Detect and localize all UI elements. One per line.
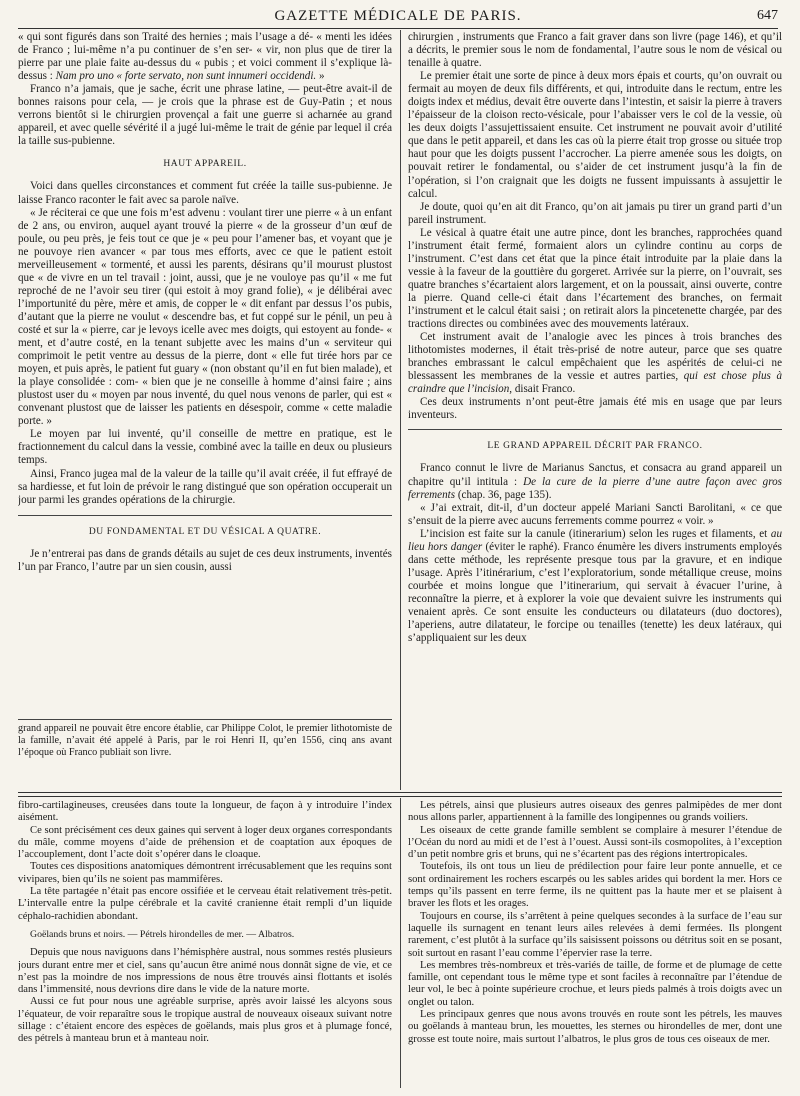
paragraph: chirurgien , instruments que Franco a fait graver dans son livre (page 146), et qu’il a décrits, le premier sous le nom de fondamental, l’autre sous le nom de vésical ou tenaille à quatre. [408, 31, 782, 70]
paragraph: Toujours en course, ils s’arrêtent à peine quelques secondes à la surface de l’eau sur laquelle ils surnagent en tenant leurs ailes relevées à demi fermées. Ils plongent rarement, c’est plutôt à la surface qu’ils saisissent poissons ou détritus soit en se posant, soit surtout en rasant l’eau comme l’épervier rase la terre. [408, 910, 782, 959]
paragraph: Toutefois, ils ont tous un lieu de prédilection pour faire leur ponte annuelle, et ce sont ordinairement les rochers escarpés ou les sables arides qui bordent la mer. Hors ce temps qu’ils passent en terre ferme, ils ne quittent pas la haute mer et se plaisent à braver les flots et les orages. [408, 861, 782, 910]
paragraph: Franco connut le livre de Marianus Sanctus, et consacra au grand appareil un chapitre qu’il intitula : De la cure de la pierre d’une autre façon avec gros ferrements (chap. 36, page 135). [408, 462, 782, 501]
paragraph: Les pétrels, ainsi que plusieurs autres oiseaux des genres palmipèdes de mer dont nous allons parler, appartiennent à la famille des longipennes ou grands voiliers. [408, 800, 782, 824]
paragraph: Franco n’a jamais, que je sache, écrit une phrase latine, — peut-être avait-il de bonnes raisons pour cela, — je crois que la phrase est de Guy-Patin ; et nous verrons bientôt si le chirurgien provençal a fait une guerre si acharnée au grand appareil, et avec quelle sévérité il a jugé lui-même le trait de génie par lequel il créa la taille sus-pubienne. [18, 83, 392, 148]
quote: « Je réciterai ce que une fois m’est advenu : voulant tirer une pierre « à un enfant de 2 ans, ou environ, auquel ayant trouvé la pierre « de la grosseur d’un œuf de poule, ou peu près, je feis tout ce que je « peu pour l’amener bas, et voyant que je ne pouvoye rien avancer « par tous mes efforts, avec ce que le patient estoit merveilleusement « tormenté, et aussi les parents, désirans qu’il mourust plustost que « de vivre en un tel travail : joint, aussi, que je ne vouloye pas qu’il « me fut reproché de ne l’avoir seu tirer (qui estoit à moy grand folie), « je délibérai avec l’importunité du père, mère et amis, de copper le « dit enfant par dessus l’os pubis, d’autant que la pierre ne voulut « descendre bas, et fut coppé sur le pénil, un peu à costé et sur la « pierre, car je levoys icelle avec mes doigts, qui estoyent au fonde- « ment, et d’autre costé, en la tenant subjette avec les mains d’un « serviteur qui comprimoit le petit ventre au dessus de la pierre, dont « elle fut tirée hors par ce moyen, et puis après, le patient fut guary « (non obstant qu’il en fut bien malade), et la playe consolidée : com- « bien que je ne conseille à homme d’ainsi faire ; ains plustost user du « moyen par nous inventé, du quel nous venons de parler, qui est « convenant plustost que de laisser les patients en désespoir, comme « cette maladie porte. » [18, 206, 392, 428]
divider [408, 429, 782, 430]
quote: « J’ai extrait, dit-il, d’un docteur appelé Mariani Sancti Barolitani, « ce que s’ensuit de la pierre avec aucuns ferrements comme pourrez « voir. » [408, 501, 782, 527]
paragraph: Cet instrument avait de l’analogie avec les pinces à trois branches des lithotomistes modernes, il était très-prisé de notre auteur, parce que ses quatre branches embrassant le calcul empêchaient que les aspérités de celui-ci ne blessassent les membranes de la vessie et autres parties, qui est chose plus à craindre que l’incision, disait Franco. [408, 331, 782, 396]
footnote-text: grand appareil ne pouvait être encore établie, car Philippe Colot, le premier lithotomiste de la famille, n’avait été appelé à Paris, par le roi Henri II, qu’en 1556, cinq ans avant l’époque où Franco publiait son livre. [18, 723, 392, 759]
paragraph: Je n’entrerai pas dans de grands détails au sujet de ces deux instruments, inventés l’un par Franco, l’autre par un sien cousin, aussi [18, 547, 392, 573]
paragraph: Les principaux genres que nous avons trouvés en route sont les pétrels, les mauves ou goëlands à manteau brun, les mouettes, les sternes ou hirondelles de mer, dont une grosse est toute noire, mais surtout l’albatros, le plus gros de tous ces oiseaux de mer. [408, 1009, 782, 1045]
section-heading-fondamental: DU FONDAMENTAL ET DU VÉSICAL A QUATRE. [88, 526, 322, 537]
paragraph: Les membres très-nombreux et très-variés de taille, de forme et de plumage de cette famille, ont cependant tous le même type et sont faciles à reconnaître par l’étendue de leur vol, le bec à pointe supérieure crochue, et leurs pieds palmés à trois doigts avec un onglet ou talon. [408, 959, 782, 1008]
journal-title: GAZETTE MÉDICALE DE PARIS. [274, 8, 522, 24]
left-column [18, 31, 392, 673]
paragraph: Ces deux instruments n’ont peut-être jamais été mis en usage que par leurs inventeurs. [408, 396, 782, 422]
footnote [18, 723, 392, 787]
paragraph: Le moyen par lui inventé, qu’il conseille de mettre en pratique, est le fractionnement du calcul dans la vessie, combiné avec la taille en deux ou plusieurs temps. [18, 428, 392, 467]
subsection-heading: Goëlands bruns et noirs. — Pétrels hirondelles de mer. — Albatros. [30, 928, 295, 940]
paragraph: Je doute, quoi qu’en ait dit Franco, qu’on ait jamais pu tirer un grand parti d’un pareil instrument. [408, 200, 782, 226]
lower-column-divider [400, 798, 401, 1088]
paragraph: La tête partagée n’était pas encore ossifiée et le cerveau était relativement très-petit. L’intervalle entre la pulpe cérébrale et la cavité cranienne était rempli d’un liquide céphalo-rachidien abondant. [18, 886, 392, 922]
paragraph: Toutes ces dispositions anatomiques démontrent irrécusablement que les requins sont vivipares, bien qu’ils ne soient pas mammifères. [18, 861, 392, 885]
paragraph: L’incision est faite sur la canule (itinerarium) selon les ruges et filaments, et au lieu hors danger (éviter le raphé). Franco énumère les divers instruments employés dans cette méthode, les représente presque tous par la gravure, et en indique l’usage. Après l’itinérarium, c’est l’exploratorium, sonde métallique creuse, moins courbée et moins longue que l’itinerarium, qui servait à évacuer l’urine, à reconnaître la pierre, et à explorer la voie que devaient suivre les instruments qui venaient après. Ce sont ensuite les conducteurs ou dilatateurs (duo doctores), l’aperiens, autre dilatateur, le forcipe ou tenailles (tenette) les deux latéraux, qui s’appliquaient sur les deux [408, 527, 782, 645]
page-number: 647 [757, 8, 778, 23]
lower-left-column [18, 800, 392, 1090]
section-heading-grand-appareil: LE GRAND APPAREIL DÉCRIT PAR FRANCO. [487, 441, 703, 452]
section-separator [18, 792, 782, 797]
section-heading-haut-appareil: HAUT APPAREIL. [163, 159, 247, 170]
paragraph: Depuis que nous naviguons dans l’hémisphère austral, nous sommes restés plusieurs jours durant entre mer et ciel, sans qu’aucun être animé nous donnât signe de vie, et ce n’est pas la moindre de nos impressions de nous être trouvés ainsi flottants et isolés dans l’immensité, nous devrions dire dans le vide de la nature morte. [18, 947, 392, 996]
paragraph: Les oiseaux de cette grande famille semblent se complaire à mesurer l’étendue de l’Océan du nord au midi et de l’est à l’ouest. Aussi sont-ils cosmopolites, à l’exception d’un petit nombre gris et bruns, qui ne s’écartent pas des régions intertropicales. [408, 824, 782, 861]
lower-right-column [408, 800, 782, 1090]
footnote-rule [18, 719, 392, 720]
paragraph: « qui sont figurés dans son Traité des hernies ; mais l’usage a dé- « menti les idées de Franco ; lui-même n’a pu continuer de s’en ser- « vir, non plus que de tirer la pierre par une plaie faite au-dessus du « pubis ; et voici comment il s’explique là-dessus : Nam pro uno « forte servato, non sunt innumeri occidendi. » [18, 31, 392, 83]
paragraph: Ce sont précisément ces deux gaines qui servent à loger deux organes correspondants du mâle, comme moyens d’aide de préhension et de coaptation aux époques de l’accouplement, dont l’acte doit s’opérer dans le cloaque. [18, 824, 392, 861]
paragraph: Le vésical à quatre était une autre pince, dont les branches, rapprochées quand l’instrument était fermé, formaient alors un cylindre continu au corps de l’instrument. C’est dans cet état que la pince était introduite par la plaie dans la vessie à la faveur de la gouttière du gorgeret. Arrivée sur la pierre, on l’ouvrait, ses quatre branches s’écartaient alors largement, et on la poussait, ainsi ouverte, contre la pierre. Quand celle-ci était dans l’écartement des branches, on fermait l’instrument et le calcul était saisi ; on retirait alors la pincetenette chargée, par des tractions directes ou combinées avec des mouvements latéraux. [408, 226, 782, 331]
paragraph: Le premier était une sorte de pince à deux mors épais et courts, qu’on ouvrait ou fermait au moyen de deux fils différents, et qui, introduite dans le rectum, entre les doigts index et médius, devait être ouverte dans l’intestin, et saisir la pierre à travers l’épaisseur de la cloison recto-vésicale, pour l’abaisser vers le col de la vessie, où les deux doigts l’assujettissaient ensuite. Cet instrument ne pouvait avoir d’utilité que dans le petit appareil, et dans les cas où la pierre était trop grosse ou située trop haut pour que les doigts pussent l’accrocher. La pierre amenée sous les doigts, on pouvait retirer le fondamental, ou s’aider de cet instrument jusqu’à la fin de l’opération, si l’on craignait que les doigts ne fussent impuissants à assujettir le calcul. [408, 70, 782, 200]
right-column [408, 31, 782, 791]
page-header [18, 6, 778, 29]
paragraph: fibro-cartilagineuses, creusées dans toute la longueur, de façon à y introduire l’index aisément. [18, 800, 392, 824]
paragraph: Voici dans quelles circonstances et comment fut créée la taille sus-pubienne. Je laisse Franco raconter le fait avec sa parole naïve. [18, 180, 392, 206]
divider [18, 515, 392, 516]
paragraph: Ainsi, Franco jugea mal de la valeur de la taille qu’il avait créée, il fut effrayé de sa hardiesse, et fut loin de prévoir le rang distingué que son opération occuperait un jour parmi les grandes opérations de la chirurgie. [18, 467, 392, 506]
column-divider [400, 30, 401, 790]
paragraph: Aussi ce fut pour nous une agréable surprise, après avoir laissé les alcyons sous l’équateur, de voir reparaître sous le tropique austral de nouveaux oiseaux suivant notre sillage : c’étaient encore des espèces de goëlands, mais plus gros et à plumage foncé, des pétrels à manteau brun et à manteau noir. [18, 996, 392, 1045]
